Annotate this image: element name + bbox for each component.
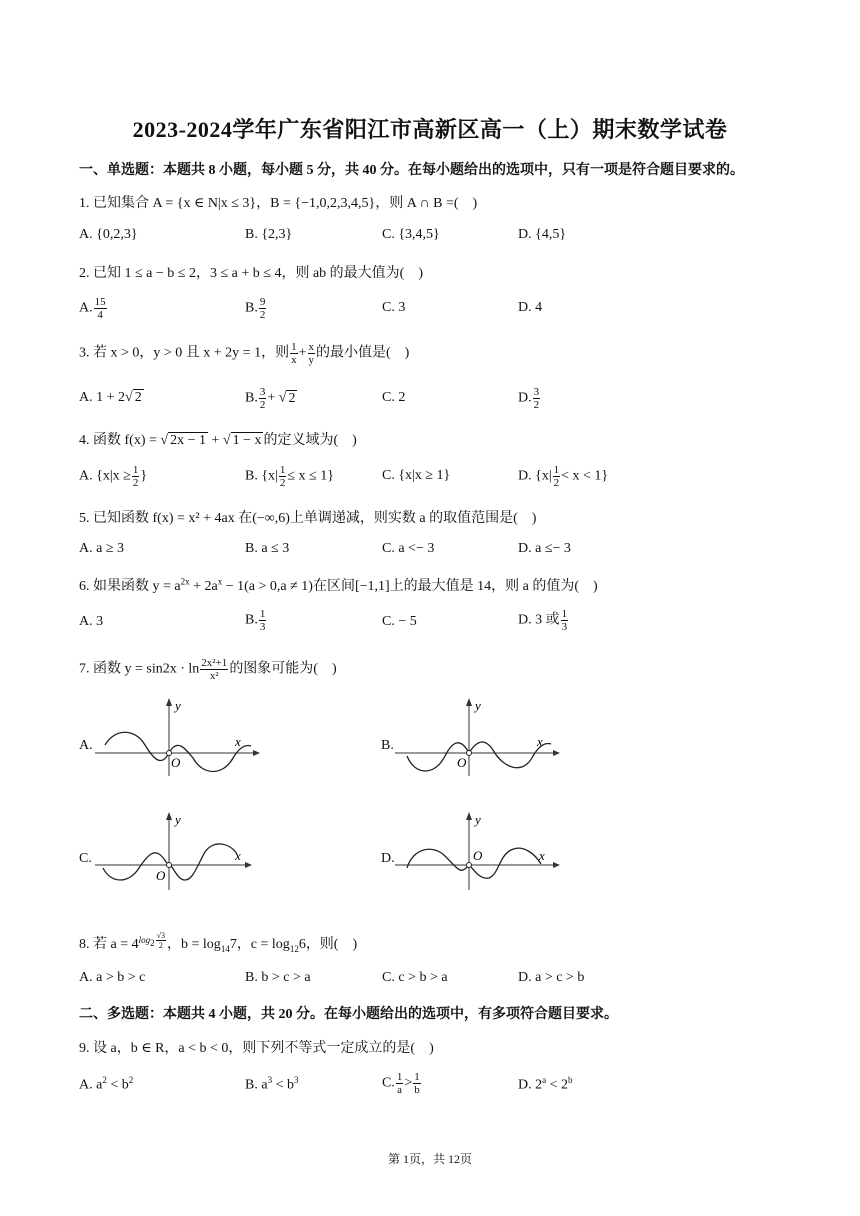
option-c: C. c > b > a: [382, 970, 448, 985]
y-axis-label: y: [475, 812, 481, 827]
option-b: B. {x| $\frac{1}{2}$ ≤ x ≤ 1}: [245, 464, 334, 489]
option-c: C. − 5: [382, 614, 417, 629]
question-1-stem: 1. 已知集合 A = {x ∈ N|x ≤ 3}，B = {−1,0,2,3,4,5}，则 A ∩ B =( ): [79, 196, 478, 211]
graph-a-label: A.: [79, 738, 93, 753]
option-c: C. $\frac{1}{a}$ > $\frac{1}{b}$: [382, 1071, 420, 1096]
question-9-stem: 9. 设 a，b ∈ R，a < b < 0，则下列不等式一定成立的是( ): [79, 1041, 434, 1056]
question-1-options: [79, 227, 779, 257]
question-5-stem: 5. 已知函数 f(x) = x² + 4ax 在(−∞,6)上单调递减，则实数 a 的取值范围是( ): [79, 511, 537, 526]
question-4-options: [79, 464, 779, 494]
origin-label: O: [156, 868, 166, 883]
question-4-stem: 4. 函数 f(x) = √ 2x − 1 + √ 1 − x 的定义域为( ): [79, 433, 357, 448]
question-6-options: [79, 608, 779, 638]
option-b: B. b > c > a: [245, 970, 311, 985]
option-c: C. 2: [382, 390, 406, 405]
option-a: A. {x|x ≥ $\frac{1}{2}$ }: [79, 464, 148, 489]
option-b: B. a ≤ 3: [245, 541, 290, 556]
question-8-stem: 8. 若 $a = 4^{log_2 \frac{√3}{2}}$ ，$b = \log_{14}7$，$c = \log_{12}6$，则( ): [79, 931, 358, 955]
question-6-stem: 6. 如果函数 $y = a^{2x} + 2a^x - 1(a > 0,a \ne 1)$在区间[−1,1]上的最大值是 14，则 a 的值为( ): [79, 576, 598, 594]
option-a: A. 1 + 2√ 2: [79, 390, 142, 405]
question-2-options: [79, 296, 779, 326]
section-header-multiple-choice: 二、多选题：本题共 4 小题，共 20 分。在每小题给出的选项中，有多项符合题目要求。: [79, 1007, 618, 1022]
graph-d-label: D.: [381, 851, 395, 866]
option-a: A. a > b > c: [79, 970, 146, 985]
question-8-options: [79, 970, 779, 1000]
x-axis-label: x: [235, 734, 241, 749]
option-b: B. $\frac{3}{2}$ + √ 2: [245, 386, 296, 411]
option-d: D. a > c > b: [518, 970, 585, 985]
option-c: C. 3: [382, 300, 406, 315]
page-title: 2023-2024学年广东省阳江市高新区高一（上）期末数学试卷: [132, 117, 728, 142]
option-b: B. $\frac{9}{2}$: [245, 296, 266, 321]
question-7-stem: 7. 函数 y = sin2x · ln $\frac{\text{2x²+1}}{\text{x²}}$ 的图象可能为( ): [79, 657, 337, 682]
y-axis-label: y: [475, 698, 481, 713]
graph-c: [95, 810, 265, 890]
option-b: B. {2,3}: [245, 227, 293, 242]
option-d: D. $\frac{3}{2}$: [518, 386, 540, 411]
y-axis-label: y: [175, 698, 181, 713]
option-c: C. {x|x ≥ 1}: [382, 468, 451, 483]
y-axis-label: y: [175, 812, 181, 827]
origin-label: O: [171, 755, 181, 770]
option-d: D. {4,5}: [518, 227, 567, 242]
page-footer: 第 1页，共 12页: [387, 1152, 472, 1166]
graph-d: [395, 810, 565, 890]
origin-label: O: [473, 848, 483, 863]
option-d: D. 3 或 $\frac{1}{3}$: [518, 608, 568, 633]
graph-a: [95, 696, 265, 776]
option-a: A. $a^2 < b^2$: [79, 1075, 134, 1093]
x-axis-label: x: [235, 848, 241, 863]
option-a: A. 3: [79, 614, 104, 629]
question-2-stem: 2. 已知 1 ≤ a − b ≤ 2，3 ≤ a + b ≤ 4，则 ab 的最大值为( ): [79, 266, 423, 281]
question-5-options: [79, 541, 779, 571]
option-c: C. a <− 3: [382, 541, 435, 556]
graph-c-label: C.: [79, 851, 92, 866]
option-d: D. 4: [518, 300, 543, 315]
option-b: B. $a^3 < b^3$: [245, 1075, 299, 1093]
option-a: A. {0,2,3}: [79, 227, 138, 242]
option-a: A. $\frac{15}{4}$: [79, 296, 106, 321]
section-header-single-choice: 一、单选题：本题共 8 小题，每小题 5 分，共 40 分。在每小题给出的选项中，只有一项是符合题目要求的。: [79, 163, 744, 178]
question-9-options: [79, 1071, 779, 1101]
x-axis-label: x: [537, 734, 543, 749]
option-d: D. $2^a < 2^b$: [518, 1075, 573, 1093]
option-c: C. {3,4,5}: [382, 227, 440, 242]
option-d: D. a ≤− 3: [518, 541, 571, 556]
option-d: D. {x| $\frac{1}{2}$ < x < 1}: [518, 464, 609, 489]
question-3-stem: 3. 若 x > 0，y > 0 且 x + 2y = 1，则 $\frac{1}{x}$ + $\frac{x}{y}$ 的最小值是( ): [79, 341, 410, 366]
graph-b-label: B.: [381, 738, 394, 753]
x-axis-label: x: [539, 848, 545, 863]
option-b: B. $\frac{1}{3}$: [245, 608, 266, 633]
option-a: A. a ≥ 3: [79, 541, 125, 556]
graph-b: [395, 696, 565, 776]
origin-label: O: [457, 755, 467, 770]
question-3-options: [79, 386, 779, 416]
